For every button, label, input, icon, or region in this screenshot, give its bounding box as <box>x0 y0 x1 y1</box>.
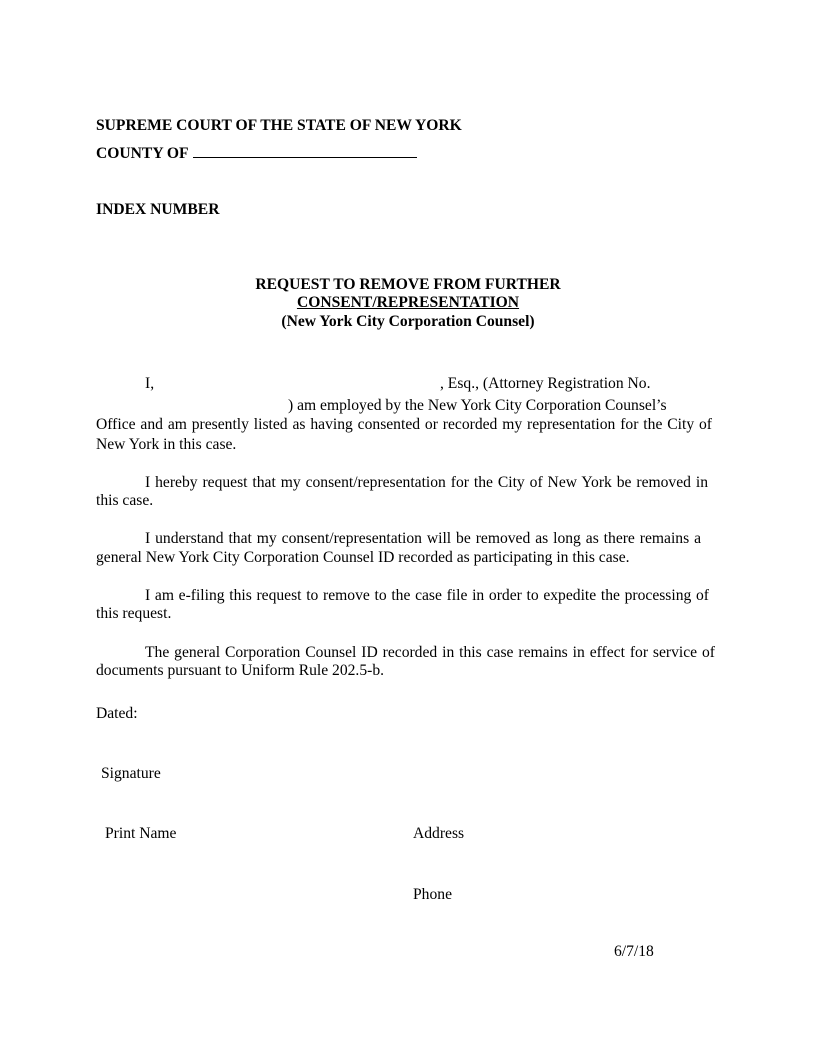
title-consent-representation: CONSENT/REPRESENTATION <box>296 294 520 311</box>
title-line-1: REQUEST TO REMOVE FROM FURTHER <box>255 276 561 293</box>
paragraph-4-line-2: this request. <box>96 605 172 622</box>
paragraph-1-line-4: New York in this case. <box>96 436 237 453</box>
index-number-label: INDEX NUMBER <box>96 201 220 218</box>
county-line <box>96 143 417 163</box>
paragraph-5-line-2: documents pursuant to Uniform Rule 202.5-b. <box>96 662 385 679</box>
county-label: COUNTY OF <box>96 145 189 162</box>
court-name: SUPREME COURT OF THE STATE OF NEW YORK <box>96 117 462 134</box>
paragraph-1-employed: ) am employed by the New York City Corporation Counsel’s <box>288 397 667 414</box>
paragraph-5-line-1: The general Corporation Counsel ID recorded in this case remains in effect for service of <box>145 644 715 661</box>
revision-date: 6/7/18 <box>614 943 654 960</box>
phone-label: Phone <box>413 886 452 903</box>
print-name-label: Print Name <box>105 825 177 842</box>
paragraph-3-line-2: general New York City Corporation Counsel ID recorded as participating in this case. <box>96 549 630 566</box>
title-line-2 <box>0 294 816 312</box>
address-label: Address <box>413 825 465 842</box>
county-blank-field[interactable] <box>193 143 417 158</box>
paragraph-3-line-1: I understand that my consent/representation will be removed as long as there remains a <box>145 530 701 547</box>
title-line-3: (New York City Corporation Counsel) <box>281 313 535 330</box>
paragraph-1-esq: , Esq., (Attorney Registration No. <box>440 375 651 392</box>
paragraph-2-line-1: I hereby request that my consent/representation for the City of New York be removed in <box>145 474 708 491</box>
signature-label: Signature <box>101 765 161 782</box>
paragraph-4-line-1: I am e-filing this request to remove to the case file in order to expedite the processing of <box>145 587 709 604</box>
paragraph-2-line-2: this case. <box>96 492 154 509</box>
paragraph-1-line-3: Office and am presently listed as having consented or recorded my representation for the City of <box>96 416 712 433</box>
paragraph-1-start: I, <box>145 375 155 392</box>
dated-label: Dated: <box>96 705 138 722</box>
